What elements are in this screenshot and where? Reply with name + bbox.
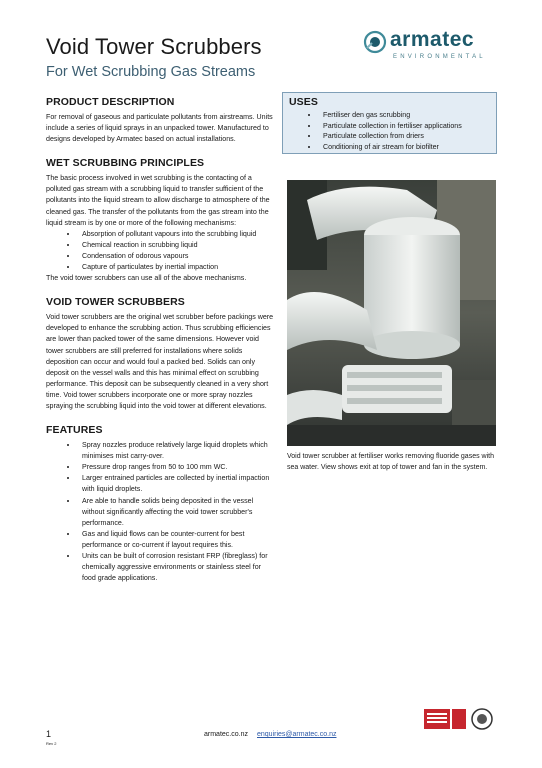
page-title: Void Tower Scrubbers [46,34,262,59]
list-item: • Chemical reaction in scrubbing liquid [78,240,276,251]
void-tower-section [46,296,276,412]
logo-name: armatec [390,28,475,51]
website-link[interactable]: armatec.co.nz [204,731,248,738]
features-heading: FEATURES [46,424,103,437]
mechanisms-list [46,229,276,273]
features-list [46,440,276,584]
certification-logos-icon [424,707,500,731]
list-item: • Pressure drop ranges from 50 to 100 mm WC. [78,462,276,473]
left-column [46,96,276,596]
list-item: • Gas and liquid flows can be counter-current for best performance or co-current if layout requires this. [78,529,276,551]
revision-label: Rev 2 [46,741,57,746]
product-description-section [46,96,276,145]
uses-heading: USES [289,96,318,108]
list-item: • Conditioning of air stream for biofilter [319,142,490,153]
list-item: • Particulate collection in fertiliser applications [319,121,490,132]
void-tower-heading: VOID TOWER SCRUBBERS [46,296,185,309]
wet-scrubbing-heading: WET SCRUBBING PRINCIPLES [46,157,205,170]
email-link[interactable]: enquiries@armatec.co.nz [257,731,337,738]
wet-scrubbing-section [46,157,276,284]
product-description-heading: PRODUCT DESCRIPTION [46,96,175,108]
list-item: • Fertiliser den gas scrubbing [319,110,490,121]
list-item: • Spray nozzles produce relatively large liquid droplets which minimises mist carry-over. [78,440,276,462]
features-section [46,424,276,584]
list-item: • Condensation of odorous vapours [78,251,276,262]
wet-scrubbing-text: The basic process involved in wet scrubbing is the contacting of a polluted gas stream with a scrubbing liquid to transfer sufficient of the pollutants into the liquid stream to allow discharge to atmosphere of the cleaned gas. The transfer of the pollutants from the gas stream into the liquid stream is by one or more of the following mechanisms: [46,174,270,227]
list-item: • Are able to handle solids being deposited in the vessel without significantly affecting the void tower scrubber's performance. [78,496,276,529]
wet-scrubbing-closing: The void tower scrubbers can use all of the above mechanisms. [46,274,247,283]
void-tower-text: Void tower scrubbers are the original wet scrubber before packings were developed to enhance the scrubbing action. Thus scrubbing efficiencies are lower than packed tower of the same dimensions. However void tower scrubbers are still preferred for installations where solids deposition can occur and would foul a packed bed. Solids can only deposit on the vessel walls and this has minimal effect on scrubbing performance. This deposit can be subsequently cleaned in a very short time. Void tower scrubbers incorporate one or more spray nozzles spraying the scrubbing liquid into the void tower at different elevations. [46,313,274,410]
product-description-text: For removal of gaseous and particulate pollutants from airstreams. Units include a series of liquid sprays in an unpacked tower. Manufactured to designs developed by Armatec based on actual installations. [46,113,273,144]
uses-list [289,110,490,152]
logo-subtitle: ENVIRONMENTAL [393,54,486,60]
list-item: • Capture of particulates by inertial impaction [78,262,276,273]
photo-caption: Void tower scrubber at fertiliser works removing fluoride gases with sea water. View shows exit at top of tower and fan in the system. [287,453,494,471]
scrubber-photo [287,180,496,446]
page-subtitle: For Wet Scrubbing Gas Streams [46,64,256,80]
armatec-logo [363,28,503,70]
uses-box [282,92,497,154]
list-item: • Absorption of pollutant vapours into the scrubbing liquid [78,229,276,240]
page-number: 1 [46,729,52,739]
list-item: • Larger entrained particles are collected by inertial impaction with liquid droplets. [78,473,276,495]
list-item: • Particulate collection from driers [319,131,490,142]
list-item: • Units can be built of corrosion resistant FRP (fibreglass) for chemically aggressive environments or stainless steel for food grade applications. [78,551,276,584]
logo-mark-icon [363,30,387,54]
